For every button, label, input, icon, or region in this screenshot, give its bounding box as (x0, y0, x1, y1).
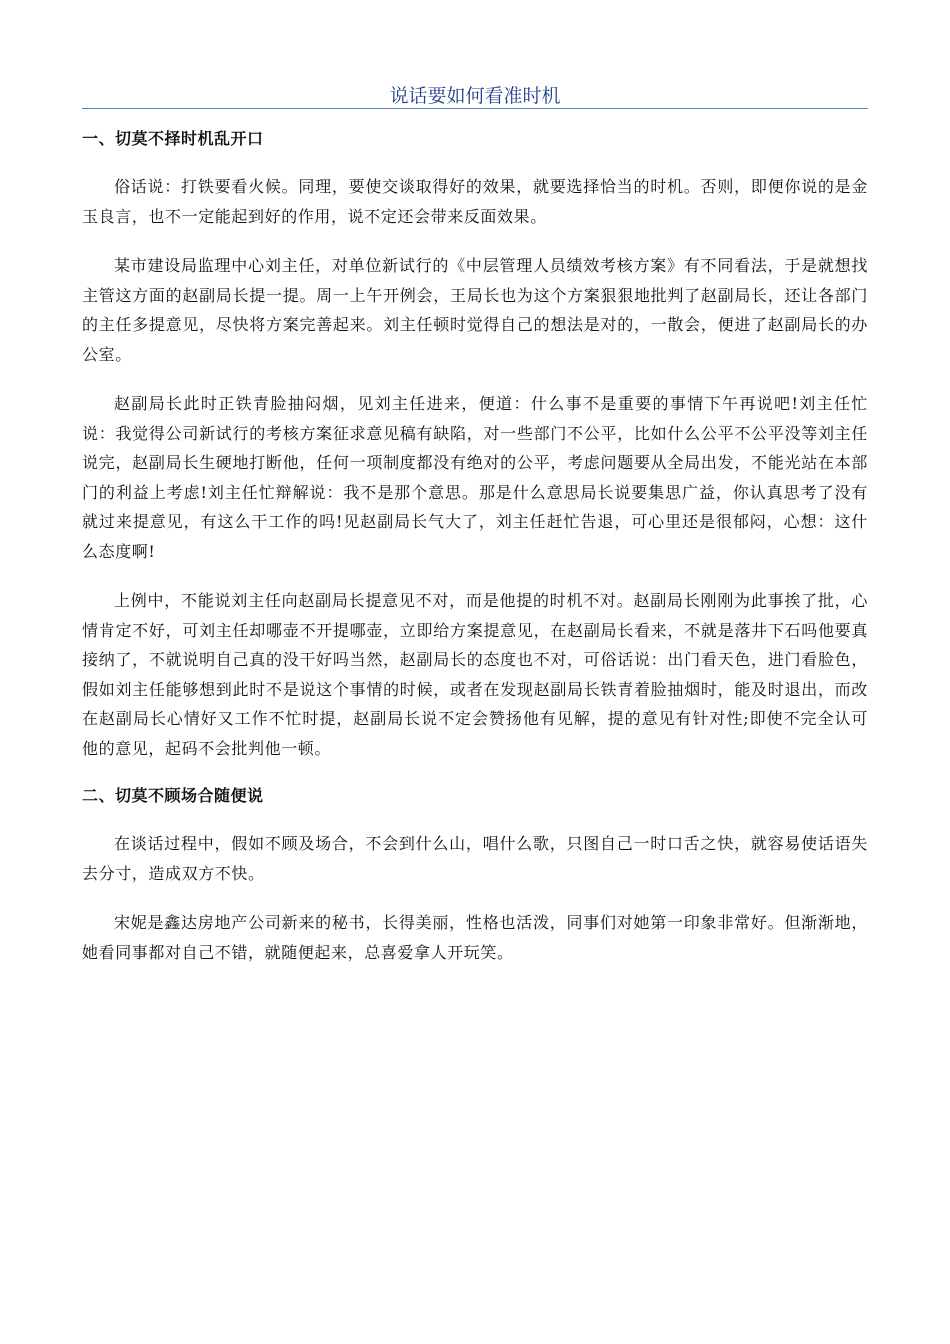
document-body (82, 126, 868, 987)
paragraph: 在谈话过程中，假如不顾及场合，不会到什么山，唱什么歌，只图自己一时口舌之快，就容易使话语失去分寸，造成双方不快。 (82, 834, 868, 883)
title-underline (82, 108, 868, 109)
section-heading-1: 一、切莫不择时机乱开口 (82, 129, 264, 148)
paragraph: 赵副局长此时正铁青脸抽闷烟，见刘主任进来，便道：什么事不是重要的事情下午再说吧!刘主任忙说：我觉得公司新试行的考核方案征求意见稿有缺陷，对一些部门不公平，比如什么公平不公平没等刘主任说完，赵副局长生硬地打断他，任何一项制度都没有绝对的公平，考虑问题要从全局出发，不能光站在本部门的利益上考虑!刘主任忙辩解说：我不是那个意思。那是什么意思局长说要集思广益，你认真思考了没有就过来提意见，有这么干工作的吗!见赵副局长气大了，刘主任赶忙告退，可心里还是很郁闷，心想：这什么态度啊! (82, 394, 868, 561)
paragraph: 上例中，不能说刘主任向赵副局长提意见不对，而是他提的时机不对。赵副局长刚刚为此事挨了批，心情肯定不好，可刘主任却哪壶不开提哪壶，立即给方案提意见，在赵副局长看来，不就是落井下石吗他要真接纳了，不就说明自己真的没干好吗当然，赵副局长的态度也不对，可俗话说：出门看天色，进门看脸色，假如刘主任能够想到此时不是说这个事情的时候，或者在发现赵副局长铁青着脸抽烟时，能及时退出，而改在赵副局长心情好又工作不忙时提，赵副局长说不定会赞扬他有见解，提的意见有针对性;即使不完全认可他的意见，起码不会批判他一顿。 (82, 591, 868, 758)
paragraph: 俗话说：打铁要看火候。同理，要使交谈取得好的效果，就要选择恰当的时机。否则，即便你说的是金玉良言，也不一定能起到好的作用，说不定还会带来反面效果。 (82, 177, 868, 226)
paragraph: 宋妮是鑫达房地产公司新来的秘书，长得美丽，性格也活泼，同事们对她第一印象非常好。但渐渐地，她看同事都对自己不错，就随便起来，总喜爱拿人开玩笑。 (82, 913, 868, 962)
paragraph: 某市建设局监理中心刘主任，对单位新试行的《中层管理人员绩效考核方案》有不同看法，于是就想找主管这方面的赵副局长提一提。周一上午开例会，王局长也为这个方案狠狠地批判了赵副局长，还让各部门的主任多提意见，尽快将方案完善起来。刘主任顿时觉得自己的想法是对的，一散会，便进了赵副局长的办公室。 (82, 256, 868, 364)
document-title: 说话要如何看准时机 (389, 85, 561, 107)
section-heading-2: 二、切莫不顾场合随便说 (82, 786, 264, 805)
